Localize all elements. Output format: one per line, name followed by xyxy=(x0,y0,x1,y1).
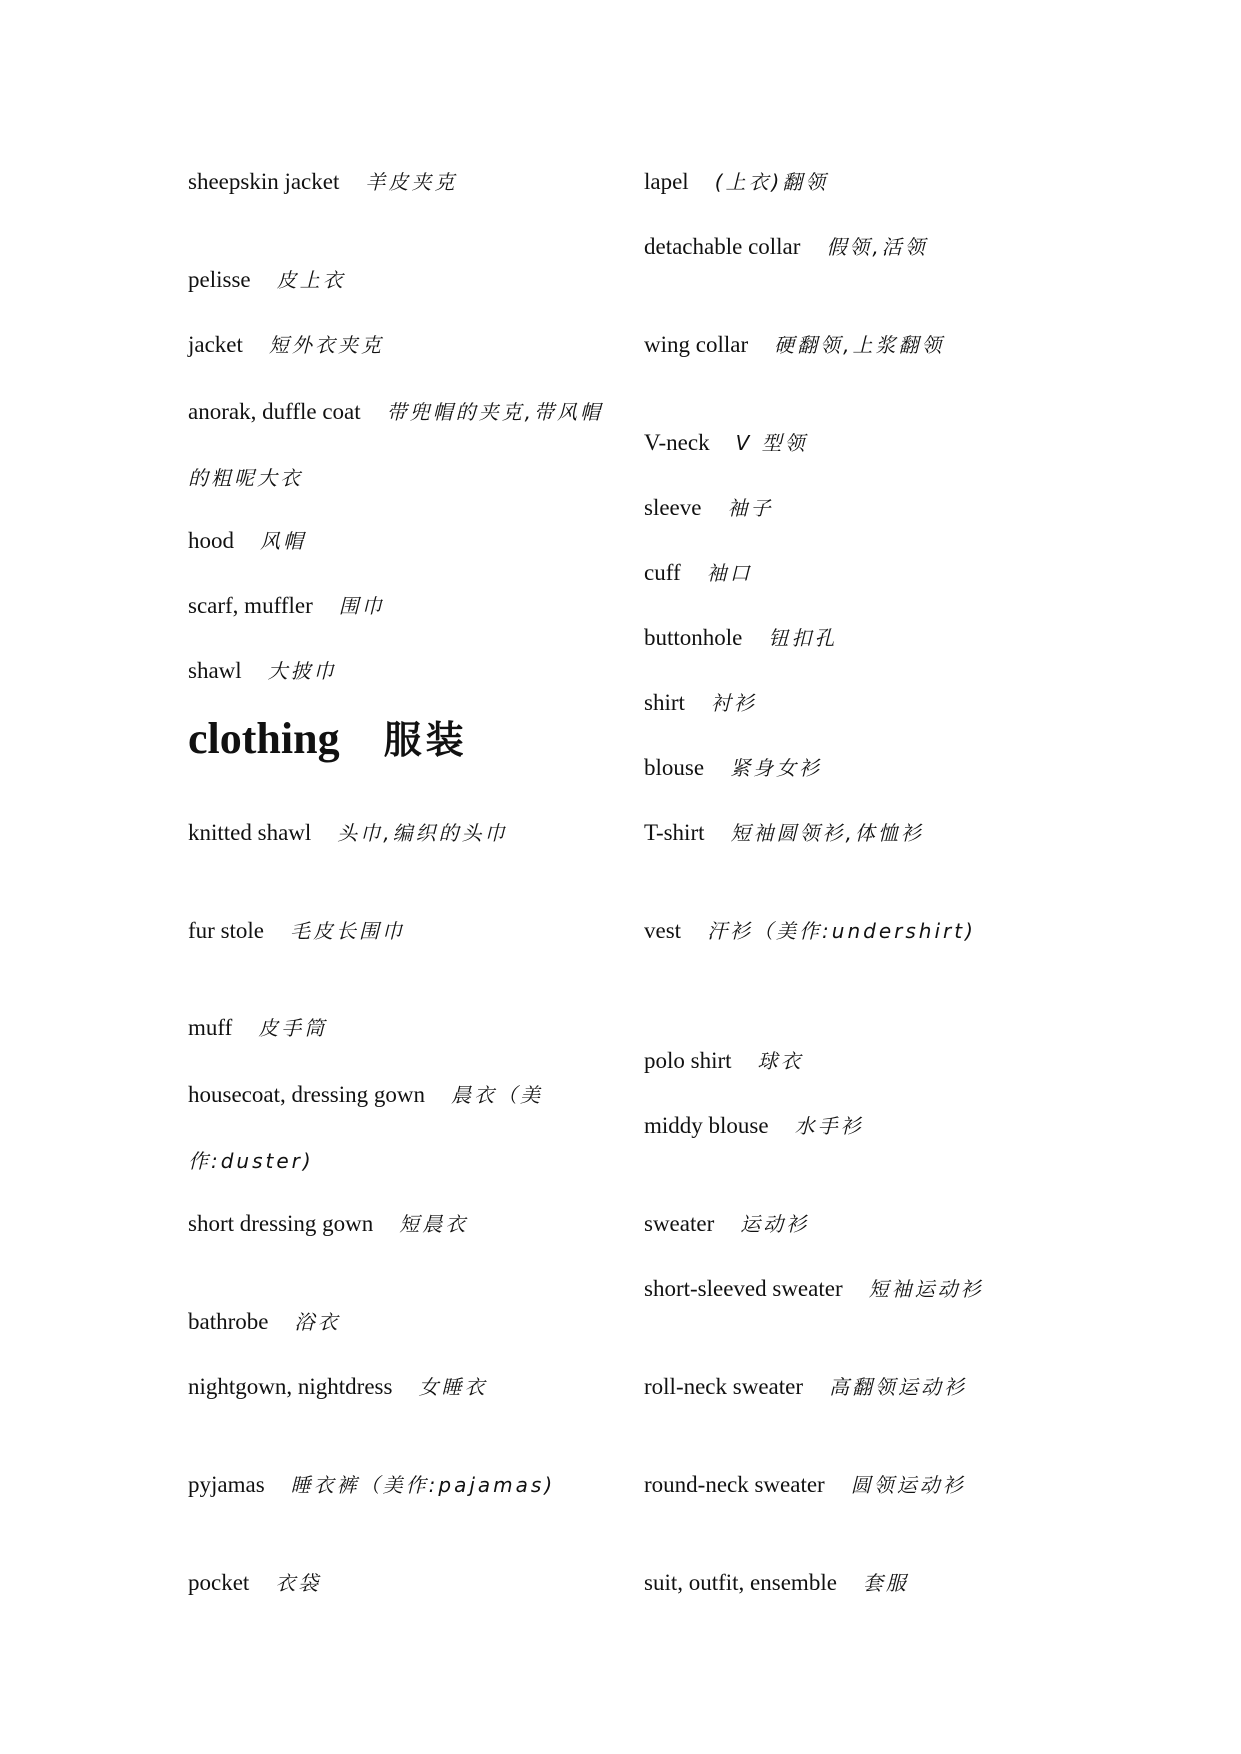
term-zh: 毛皮长围巾 xyxy=(290,919,406,943)
vocab-entry xyxy=(188,1568,618,1598)
vocab-entry xyxy=(644,1470,1064,1500)
term-zh: 汗衫（美作:undershirt) xyxy=(707,919,976,943)
term-en: bathrobe xyxy=(188,1309,269,1334)
term-zh: 头巾,编织的头巾 xyxy=(337,821,508,845)
term-zh: 假领,活领 xyxy=(826,235,928,259)
vocab-entry xyxy=(188,1209,618,1239)
vocab-entry xyxy=(188,591,618,621)
term-en: short dressing gown xyxy=(188,1211,374,1236)
term-zh: 女睡衣 xyxy=(418,1375,488,1399)
vocab-entry xyxy=(188,1307,618,1337)
term-zh: 水手衫 xyxy=(794,1114,864,1138)
term-zh: 浴衣 xyxy=(294,1310,341,1334)
term-zh: 衣袋 xyxy=(275,1571,322,1595)
term-zh: 带兜帽的夹克,带风帽的粗呢大衣 xyxy=(188,400,603,490)
term-zh: V 型领 xyxy=(735,431,808,455)
term-zh: 紧身女衫 xyxy=(730,756,823,780)
vocab-entry xyxy=(188,916,618,946)
term-en: roll-neck sweater xyxy=(644,1374,804,1399)
term-en: T-shirt xyxy=(644,820,705,845)
term-en: wing collar xyxy=(644,332,749,357)
term-en: round-neck sweater xyxy=(644,1472,825,1497)
vocab-entry xyxy=(188,818,618,848)
vocab-entry xyxy=(644,818,1064,848)
vocab-entry xyxy=(188,1062,608,1194)
term-zh: 钮扣孔 xyxy=(768,626,838,650)
term-en: vest xyxy=(644,918,682,943)
vocab-entry xyxy=(644,493,1064,523)
vocab-entry xyxy=(644,916,1064,946)
term-zh: 运动衫 xyxy=(740,1212,810,1236)
vocab-entry xyxy=(188,167,618,197)
term-zh: 晨衣（美作:duster) xyxy=(188,1083,543,1173)
term-en: shawl xyxy=(188,658,242,683)
term-zh: (上衣)翻领 xyxy=(714,170,829,194)
term-en: cuff xyxy=(644,560,681,585)
term-en: pyjamas xyxy=(188,1472,265,1497)
term-en: middy blouse xyxy=(644,1113,769,1138)
section-heading xyxy=(188,712,468,767)
term-en: scarf, muffler xyxy=(188,593,313,618)
vocab-entry xyxy=(644,1209,1064,1239)
vocab-entry xyxy=(644,1372,1064,1402)
vocab-entry xyxy=(644,753,1064,783)
vocab-entry xyxy=(644,558,1064,588)
vocab-entry xyxy=(188,379,613,511)
vocab-entry xyxy=(644,1111,1064,1141)
term-zh: 大披巾 xyxy=(267,659,337,683)
term-zh: 睡衣裤（美作:pajamas) xyxy=(290,1473,556,1497)
vocab-entry xyxy=(188,1013,618,1043)
term-en: short-sleeved sweater xyxy=(644,1276,843,1301)
term-zh: 围巾 xyxy=(338,594,385,618)
term-en: nightgown, nightdress xyxy=(188,1374,393,1399)
term-en: sheepskin jacket xyxy=(188,169,340,194)
term-zh: 羊皮夹克 xyxy=(365,170,458,194)
term-zh: 球衣 xyxy=(757,1049,804,1073)
term-en: pocket xyxy=(188,1570,250,1595)
term-en: V-neck xyxy=(644,430,710,455)
term-en: knitted shawl xyxy=(188,820,312,845)
right-column xyxy=(644,0,1064,1754)
vocab-entry xyxy=(644,1274,1064,1304)
term-zh: 圆领运动衫 xyxy=(850,1473,966,1497)
term-en: polo shirt xyxy=(644,1048,732,1073)
term-zh: 衬衫 xyxy=(710,691,757,715)
term-en: blouse xyxy=(644,755,705,780)
term-zh: 皮上衣 xyxy=(276,268,346,292)
term-en: sweater xyxy=(644,1211,715,1236)
term-zh: 短袖圆领衫,体恤衫 xyxy=(730,821,924,845)
term-zh: 高翻领运动衫 xyxy=(829,1375,968,1399)
vocab-entry xyxy=(188,656,618,686)
term-zh: 袖子 xyxy=(727,496,774,520)
term-en: hood xyxy=(188,528,234,553)
term-en: pelisse xyxy=(188,267,251,292)
vocab-entry xyxy=(644,428,1064,458)
term-en: suit, outfit, ensemble xyxy=(644,1570,837,1595)
term-zh: 短晨衣 xyxy=(399,1212,469,1236)
term-en: fur stole xyxy=(188,918,265,943)
vocab-entry xyxy=(644,330,1064,360)
vocab-entry xyxy=(644,688,1064,718)
term-en: buttonhole xyxy=(644,625,743,650)
vocab-entry xyxy=(644,167,1064,197)
term-en: jacket xyxy=(188,332,243,357)
term-zh: 风帽 xyxy=(260,529,306,553)
term-zh: 硬翻领,上浆翻领 xyxy=(774,333,945,357)
heading-zh: 服装 xyxy=(383,718,468,762)
term-en: anorak, duffle coat xyxy=(188,399,361,424)
left-column xyxy=(188,0,618,1754)
vocab-entry xyxy=(644,1046,1064,1076)
vocab-entry xyxy=(644,232,1064,262)
vocab-entry xyxy=(188,1470,618,1500)
term-en: sleeve xyxy=(644,495,702,520)
term-en: muff xyxy=(188,1015,233,1040)
term-en: detachable collar xyxy=(644,234,801,259)
vocab-entry xyxy=(644,623,1064,653)
term-zh: 皮手筒 xyxy=(258,1016,328,1040)
vocab-entry xyxy=(188,1372,618,1402)
term-zh: 短外衣夹克 xyxy=(268,333,384,357)
vocab-entry xyxy=(188,330,618,360)
term-zh: 套服 xyxy=(862,1571,909,1595)
term-zh: 袖口 xyxy=(706,561,753,585)
heading-en: clothing xyxy=(188,714,340,763)
term-zh: 短袖运动衫 xyxy=(868,1277,984,1301)
vocab-entry xyxy=(644,1568,1064,1598)
term-en: lapel xyxy=(644,169,689,194)
term-en: housecoat, dressing gown xyxy=(188,1082,425,1107)
vocab-entry xyxy=(188,265,618,295)
term-en: shirt xyxy=(644,690,685,715)
vocab-entry xyxy=(188,526,618,556)
